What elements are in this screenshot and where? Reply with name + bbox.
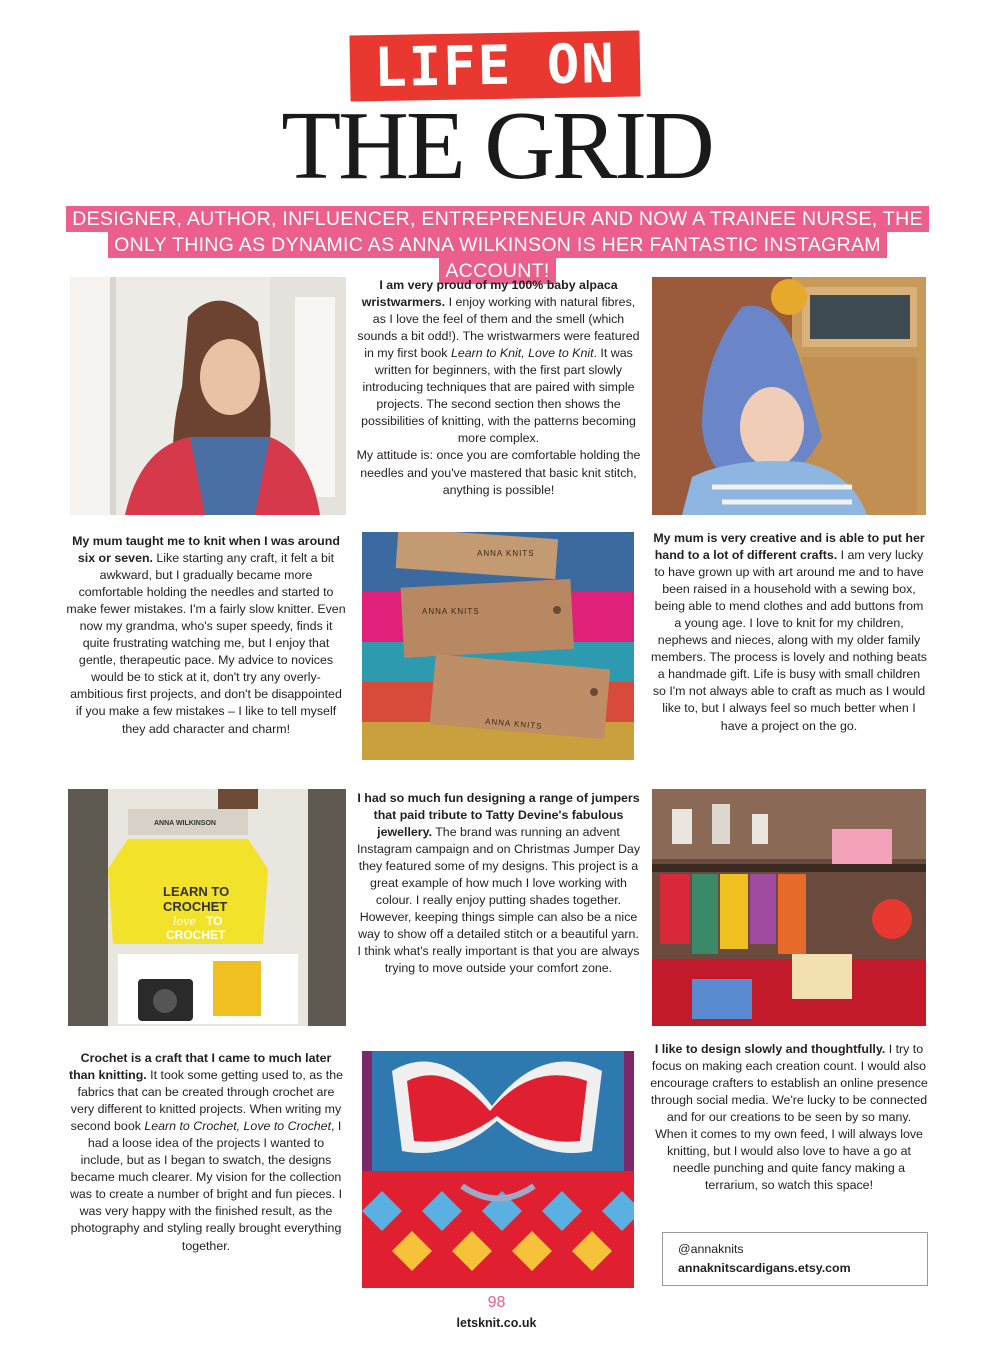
- standfirst-line-1: DESIGNER, AUTHOR, INFLUENCER, ENTREPRENEUR AND NOW A TRAINEE NURSE, THE: [66, 206, 929, 232]
- lead-crochet: Crochet is a craft that I came to much later than knitting.: [68, 1051, 332, 1083]
- body-mum-creative: I am very lucky to have grown up with art around me and to have been raised in a household with a sewing box, being able to mend clothes and add buttons from a young age. I love to knit for my children, nephews and nieces, along with my older family members. The process is lovely and nothing beats a handmade gift. Life is busy with small children so I'm not always able to craft as much as I would like to, but I always feel so much better when I have a project on the go.: [651, 548, 927, 733]
- photo-bow-jumper: [362, 1051, 634, 1288]
- body-alpaca-1: I enjoy working with natural fibres, as I love the feel of them and the smell (which sounds a bit odd!). The wristwarmers were featured in my first book: [357, 295, 640, 361]
- title-the-grid: THE GRID: [281, 92, 712, 200]
- tag-label-3: ANNA KNITS: [484, 716, 543, 731]
- photo-crochet-book: [68, 789, 346, 1026]
- text-mum-taught-me: [66, 533, 346, 738]
- text-mum-creative: [650, 530, 928, 735]
- text-crochet: [66, 1050, 346, 1255]
- body-crochet-2: , I had a loose idea of the projects I wanted to include, but as I began to swatch, the designs became much clearer. My vision for the collection was to create a number of bright and fun pieces. I was very happy with the finished result, as the photography and styling really brought everything together.: [69, 1119, 343, 1253]
- book-line-3: love: [173, 915, 196, 928]
- text-tatty-devine: [356, 790, 641, 978]
- contact-box: [662, 1232, 928, 1286]
- photo-anna-portrait: [70, 277, 346, 515]
- text-alpaca-wristwarmers: [356, 277, 641, 499]
- body-alpaca-3: My attitude is: once you are comfortable holding the needles and you've mastered that basic knit stitch, anything is possible!: [356, 448, 641, 497]
- lead-mum-creative: My mum is very creative and is able to put her hand to a lot of different crafts.: [653, 531, 925, 563]
- tag-label-2: ANNA KNITS: [422, 607, 480, 616]
- title-life-on: LIFE ON: [349, 30, 640, 101]
- book-line-1: LEARN TO: [163, 884, 230, 899]
- photo-child-knitted-hood: [652, 277, 926, 515]
- page-number: 98: [487, 1294, 506, 1311]
- book-line-2: CROCHET: [163, 899, 228, 914]
- body-slowly: I try to focus on making each creation count. I would also encourage crafters to establish an online presence through social media. We're lucky to be connected and for our creations to be seen by so many. When it comes to my own feed, I will always love knitting, but I would also love to have a go at needle punching and quite fancy making a terrarium, so watch this space!: [650, 1042, 928, 1193]
- body-alpaca-2: . It was written for beginners, with the first part slowly introducing techniques that are paired with simple projects. The second section then shows the possibilities of knitting, with the patterns becoming more complex.: [361, 346, 636, 446]
- body-crochet-1: It took some getting used to, as the fabrics that can be created through crochet are very different to knitted projects. When writing my second book: [70, 1068, 344, 1134]
- photo-anna-knits-tags: [362, 532, 634, 760]
- footer-url[interactable]: letsknit.co.uk: [456, 1316, 537, 1330]
- lead-mum-taught: My mum taught me to knit when I was around six or seven.: [72, 534, 340, 566]
- text-design-slowly: [650, 1041, 928, 1194]
- instagram-handle[interactable]: @annaknits: [678, 1242, 744, 1256]
- lead-tatty: I had so much fun designing a range of jumpers that paid tribute to Tatty Devine's fabulous jewellery.: [357, 791, 640, 840]
- book-line-3b: TO: [206, 914, 223, 928]
- book-author: ANNA WILKINSON: [154, 820, 216, 827]
- standfirst: [60, 206, 935, 284]
- body-mum-taught: Like starting any craft, it felt a bit awkward, but I gradually became more comfortable holding the needles and started to make fewer mistakes. I'm a fairly slow knitter. Even now my grandma, who's super speedy, finds it quite frustrating watching me, but I enjoy that gentle, therapeutic pace. My advice to novices would be to stick at it, don't try any overly-ambitious first projects, and don't be disappointed if you make a few mistakes – I like to tell myself they add character and charm!: [66, 551, 346, 736]
- lead-slowly: I like to design slowly and thoughtfully.: [654, 1042, 886, 1056]
- standfirst-line-2: ONLY THING AS DYNAMIC AS ANNA WILKINSON IS HER FANTASTIC INSTAGRAM ACCOUNT!: [108, 232, 887, 284]
- book-title-knit: Learn to Knit, Love to Knit: [450, 346, 594, 361]
- book-line-4: CROCHET: [166, 928, 226, 942]
- lead-alpaca: I am very proud of my 100% baby alpaca wristwarmers.: [361, 278, 618, 310]
- book-title-crochet: Learn to Crochet, Love to Crochet: [144, 1119, 332, 1134]
- body-tatty: The brand was running an advent Instagram campaign and on Christmas Jumper Day they featured some of my designs. This project is a great example of how much I love working with colour. I really enjoy putting shades together. However, keeping things simple can also be a nice way to show off a detailed stitch or a beautiful yarn. I think what's really important is that you are always trying to move outside your comfort zone.: [356, 825, 641, 976]
- photo-market-stall: [652, 789, 926, 1026]
- tag-label-1: ANNA KNITS: [477, 549, 535, 558]
- etsy-link[interactable]: annaknitscardigans.etsy.com: [678, 1261, 851, 1275]
